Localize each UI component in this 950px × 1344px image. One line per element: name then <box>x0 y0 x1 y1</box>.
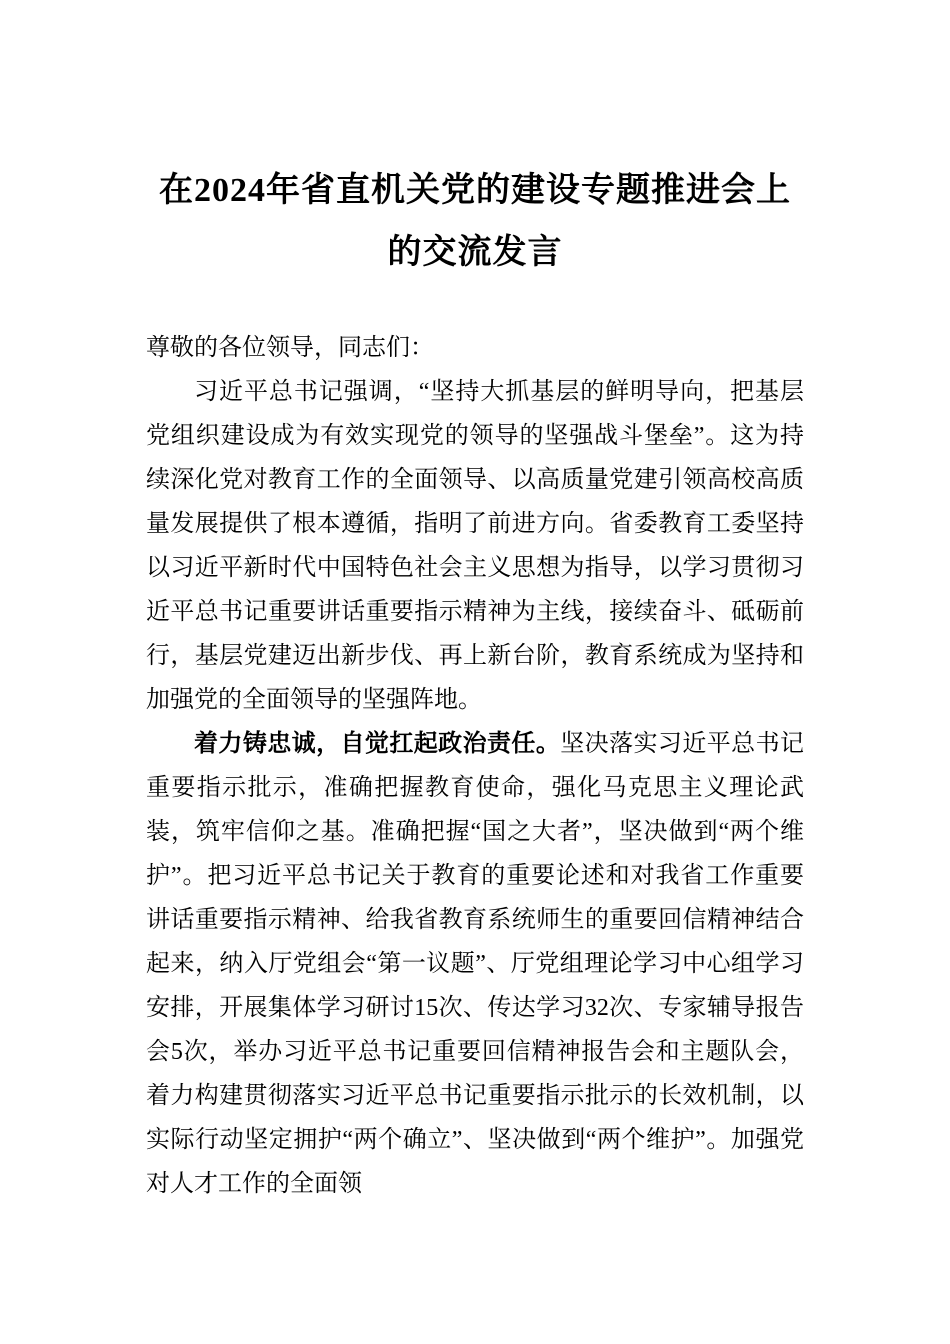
paragraph-2 <box>146 722 804 1206</box>
document-title <box>146 160 804 284</box>
document-body <box>146 326 804 1206</box>
salutation: 尊敬的各位领导，同志们： <box>146 335 434 361</box>
document-title-line-2: 的交流发言 <box>387 234 563 271</box>
paragraph-1 <box>146 370 804 722</box>
paragraph-2-lead: 着力铸忠诚，自觉扛起政治责任。 <box>194 731 561 757</box>
document-title-line-1: 在2024年省直机关党的建设专题推进会上 <box>159 172 791 209</box>
paragraph-2-text: 坚决落实习近平总书记重要指示批示，准确把握教育使命，强化马克思主义理论武装，筑牢信仰之基。准确把握“国之大者”，坚决做到“两个维护”。把习近平总书记关于教育的重要论述和对我省工作重要讲话重要指示精神、给我省教育系统师生的重要回信精神结合起来，纳入厅党组会“第一议题”、厅党组理论学习中心组学习安排，开展集体学习研讨15次、传达学习32次、专家辅导报告会5次，举办习近平总书记重要回信精神报告会和主题队会，着力构建贯彻落实习近平总书记重要指示批示的长效机制，以实际行动坚定拥护“两个确立”、坚决做到“两个维护”。加强党对人才工作的全面领 <box>146 731 804 1197</box>
paragraph-1-text: 习近平总书记强调，“坚持大抓基层的鲜明导向，把基层党组织建设成为有效实现党的领导的坚强战斗堡垒”。这为持续深化党对教育工作的全面领导、以高质量党建引领高校高质量发展提供了根本遵循，指明了前进方向。省委教育工委坚持以习近平新时代中国特色社会主义思想为指导，以学习贯彻习近平总书记重要讲话重要指示精神为主线，接续奋斗、砥砺前行，基层党建迈出新步伐、再上新台阶，教育系统成为坚持和加强党的全面领导的坚强阵地。 <box>146 379 804 713</box>
